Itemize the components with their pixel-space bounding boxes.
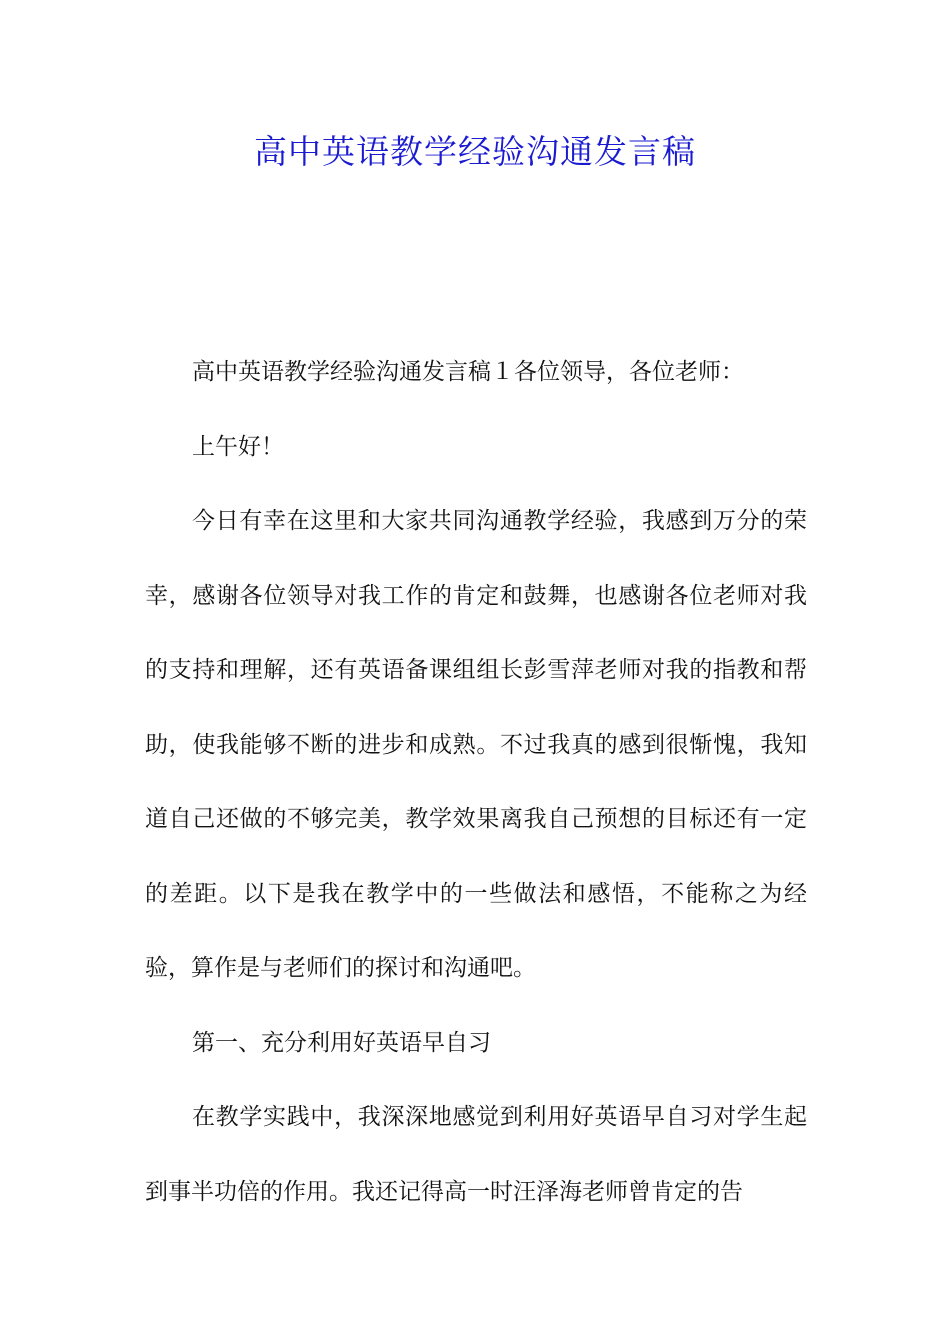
paragraph-introduction: 今日有幸在这里和大家共同沟通教学经验，我感到万分的荣幸，感谢各位领导对我工作的肯定和鼓舞，也感谢各位老师对我的支持和理解，还有英语备课组组长彭雪萍老师对我的指教和帮助，使我能够不断的进步和成熟。不过我真的感到很惭愧，我知道自己还做的不够完美，教学效果离我自己预想的目标还有一定的差距。以下是我在教学中的一些做法和感悟，不能称之为经验，算作是与老师们的探讨和沟通吧。 bbox=[145, 508, 807, 981]
paragraph-greeting: 上午好！ bbox=[192, 433, 284, 460]
document-title: 高中英语教学经验沟通发言稿 bbox=[254, 132, 696, 171]
paragraph-opening: 高中英语教学经验沟通发言稿１各位领导，各位老师： bbox=[192, 359, 744, 385]
document-body bbox=[145, 335, 807, 1229]
section-heading-first: 第一、充分利用好英语早自习 bbox=[192, 1029, 491, 1056]
paragraph-section-one: 在教学实践中，我深深地感觉到利用好英语早自习对学生起到事半功倍的作用。我还记得高一时汪泽海老师曾肯定的告 bbox=[145, 1104, 807, 1205]
